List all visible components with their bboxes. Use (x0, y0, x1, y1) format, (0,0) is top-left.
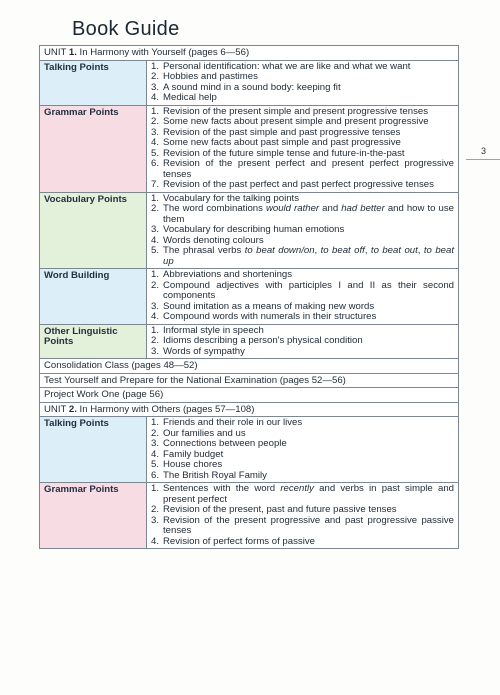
list-item: 4. Family budget (151, 448, 224, 460)
unit-2-grammar-points-row (40, 483, 459, 549)
list-item: 5. The phrasal verbs to beat down/on, to beat off, to beat out, to beat up (151, 245, 454, 267)
list-item: 1. Abbreviations and shortenings (151, 269, 293, 280)
unit-2-talking-points-content (147, 417, 459, 483)
list-item: 2. Some new facts about present simple and present progressive (151, 116, 429, 127)
unit-1-talking-points-label: Talking Points (40, 60, 147, 105)
list-item: 3. Revision of the present progressive and past progressive passive tenses (151, 514, 454, 536)
unit-2-grammar-points-content (147, 483, 459, 549)
consolidation-class: Consolidation Class (pages 48—52) (40, 359, 459, 374)
unit-1-number: 1. (68, 47, 77, 58)
list-item: 4. Compound words with numerals in their structures (151, 311, 377, 322)
book-guide-table (39, 45, 459, 549)
unit-1-grammar-points-label: Grammar Points (40, 105, 147, 192)
list-item: 1. Sentences with the word recently and verbs in past simple and present perfect (151, 483, 454, 505)
list-item: 6. Revision of the present perfect and present perfect progressive tenses (151, 158, 454, 180)
list-item: 3. Vocabulary for describing human emotions (151, 224, 345, 235)
list-item: 1. Revision of the present simple and present progressive tenses (151, 105, 429, 117)
test-yourself: Test Yourself and Prepare for the National Examination (pages 52—56) (40, 373, 459, 388)
unit-1-other-linguistic-points-row (40, 324, 459, 359)
unit-1-other-linguistic-points-label: Other Linguistic Points (40, 324, 147, 359)
list-item: 2. Idioms describing a person's physical condition (151, 335, 363, 346)
page-number: 3 (481, 146, 487, 156)
list-item: 4. Revision of perfect forms of passive (151, 535, 315, 547)
unit-2-header (40, 402, 459, 417)
unit-2-header-row (40, 402, 459, 417)
list-item: 1. Friends and their role in our lives (151, 417, 303, 428)
unit-1-word-building-row (40, 269, 459, 325)
page-title: Book Guide (72, 18, 180, 40)
unit-1-header-row (40, 46, 459, 61)
list-item: 1. Personal identification: what we are like and what we want (151, 60, 411, 72)
unit-1-word-building-label: Word Building (40, 269, 147, 325)
consolidation-class-row (40, 359, 459, 374)
list-item: 2. Hobbies and pastimes (151, 71, 258, 82)
unit-1-talking-points-row (40, 60, 459, 105)
list-item: 4. Medical help (151, 92, 217, 103)
unit-1-other-linguistic-points-content (147, 324, 459, 359)
list-item: 5. House chores (151, 459, 223, 470)
list-item: 5. Revision of the future simple tense and future-in-the-past (151, 147, 405, 159)
page-edge-rule (466, 159, 500, 160)
unit-2-prefix: UNIT (44, 403, 69, 415)
list-item: 2. Revision of the present, past and future passive tenses (151, 504, 397, 515)
list-item: 3. Revision of the past simple and past progressive tenses (151, 126, 401, 138)
list-item: 4. Words denoting colours (151, 234, 264, 246)
unit-1-header (40, 46, 459, 61)
unit-1-vocabulary-points-content (147, 192, 459, 269)
unit-1-word-building-content (147, 269, 459, 325)
list-item: 7. Revision of the past perfect and past perfect progressive tenses (151, 179, 434, 190)
unit-1-grammar-points-row (40, 105, 459, 192)
unit-2-grammar-points-label: Grammar Points (40, 483, 147, 549)
unit-2-title: In Harmony with Others (pages 57—108) (76, 403, 255, 415)
project-work-one: Project Work One (page 56) (40, 388, 459, 403)
list-item: 6. The British Royal Family (151, 469, 267, 481)
list-item: 2. The word combinations would rather and had better and how to use them (151, 203, 454, 225)
unit-1-prefix: UNIT (44, 47, 69, 58)
list-item: 2. Our families and us (151, 427, 246, 439)
list-item: 4. Some new facts about past simple and past progressive (151, 137, 401, 148)
list-item: 2. Compound adjectives with participles I and II as their second components (151, 279, 454, 301)
list-item: 3. Connections between people (151, 438, 287, 449)
list-item: 1. Vocabulary for the talking points (151, 192, 299, 204)
project-work-row (40, 388, 459, 403)
list-item: 3. Sound imitation as a means of making new words (151, 300, 375, 312)
unit-1-vocabulary-points-row (40, 192, 459, 269)
unit-1-title: In Harmony with Yourself (pages 6—56) (76, 47, 250, 58)
unit-2-talking-points-row (40, 417, 459, 483)
unit-2-talking-points-label: Talking Points (40, 417, 147, 483)
unit-2-number: 2. (68, 403, 77, 415)
list-item: 3. Words of sympathy (151, 345, 245, 357)
unit-1-vocabulary-points-label: Vocabulary Points (40, 192, 147, 269)
unit-1-grammar-points-content (147, 105, 459, 192)
list-item: 1. Informal style in speech (151, 324, 264, 336)
unit-1-talking-points-content (147, 60, 459, 105)
list-item: 3. A sound mind in a sound body: keeping fit (151, 81, 341, 93)
test-yourself-row (40, 373, 459, 388)
